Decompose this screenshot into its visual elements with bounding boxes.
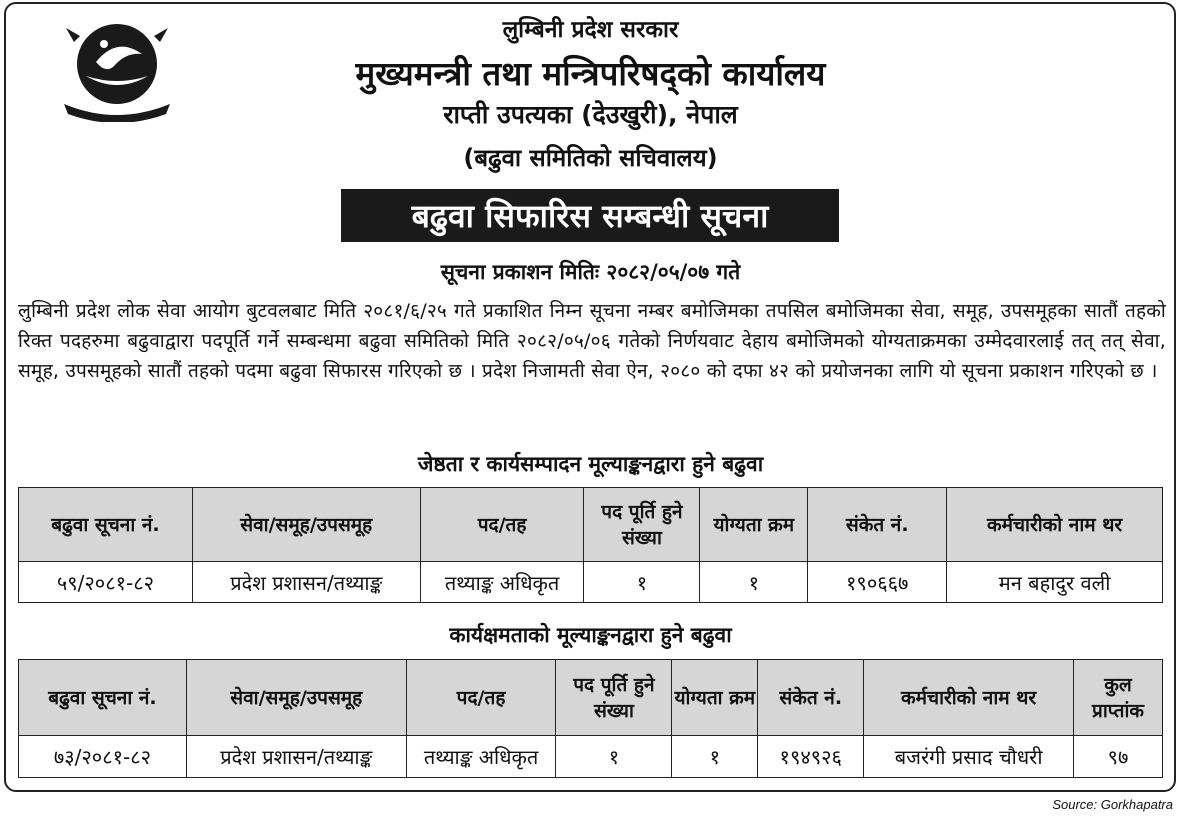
table-cell: १ (672, 736, 758, 778)
column-header: कर्मचारीको नाम थर (864, 660, 1074, 736)
government-name: लुम्बिनी प्रदेश सरकार (502, 17, 679, 43)
column-header: बढुवा सूचना नं. (19, 660, 187, 736)
column-header: योग्यता क्रम (672, 660, 758, 736)
column-header: पद पूर्ति हुने संख्या (556, 660, 672, 736)
table-cell: १९४९२६ (758, 736, 864, 778)
column-header: संकेत नं. (758, 660, 864, 736)
column-header: कर्मचारीको नाम थर (947, 488, 1163, 562)
performance-promotion-table (18, 659, 1163, 778)
office-name: मुख्यमन्त्री तथा मन्त्रिपरिषद्को कार्यालय (355, 54, 826, 93)
table-cell: तथ्याङ्क अधिकृत (420, 562, 584, 603)
table-cell: प्रदेश प्रशासन/तथ्याङ्क (192, 562, 420, 603)
notice-body: लुम्बिनी प्रदेश लोक सेवा आयोग बुटवलबाट मिति २०८१/६/२५ गते प्रकाशित निम्न सूचना नम्बर बमोजिमका तपसिल बमोजिमका सेवा, समूह, उपसमूहका सातौं तहको रिक्त पदहरुमा बढुवाद्वारा पदपूर्ति गर्ने सम्बन्धमा बढुवा समितिको मिति २०८२/०५/०६ गतेको निर्णयवाट देहाय बमोजिमको योग्यताक्रमका उम्मेदवारलाई तत् तत् सेवा, समूह, उपसमूहको सातौं तहको पदमा बढुवा सिफारस गरिएको छ । प्रदेश निजामती सेवा ऐन, २०८० को दफा ४२ को प्रयोजनका लागि यो सूचना प्रकाशन गरिएको छ । (18, 300, 1166, 382)
notice-title: बढुवा सिफारिस सम्बन्धी सूचना (341, 189, 839, 242)
table-header-row (19, 488, 1163, 562)
secretariat-name: (बढुवा समितिको सचिवालय) (463, 144, 718, 172)
table-cell: प्रदेश प्रशासन/तथ्याङ्क (186, 736, 406, 778)
table-row (19, 736, 1163, 778)
table-cell: ७३/२०८१-८२ (19, 736, 187, 778)
table-cell: १ (584, 562, 700, 603)
column-header: सेवा/समूह/उपसमूह (186, 660, 406, 736)
column-header: सेवा/समूह/उपसमूह (192, 488, 420, 562)
office-location: राप्ती उपत्यका (देउखुरी), नेपाल (443, 100, 738, 129)
seniority-promotion-table (18, 487, 1163, 603)
publish-date: सूचना प्रकाशन मितिः २०८२/०५/०७ गते (440, 260, 741, 284)
section1-title: जेष्ठता र कार्यसम्पादन मूल्याङ्कनद्वारा हुने बढुवा (417, 452, 764, 476)
table-cell: ९७ (1074, 736, 1163, 778)
table-cell: तथ्याङ्क अधिकृत (406, 736, 556, 778)
table-cell: ५९/२०८१-८२ (19, 562, 193, 603)
source-credit: Source: Gorkhapatra (1052, 797, 1173, 812)
column-header: योग्यता क्रम (700, 488, 808, 562)
table-cell: मन बहादुर वली (947, 562, 1163, 603)
column-header: संकेत नं. (808, 488, 947, 562)
column-header: पद/तह (420, 488, 584, 562)
column-header: कुल प्राप्तांक (1074, 660, 1163, 736)
table-cell: १ (556, 736, 672, 778)
column-header: पद पूर्ति हुने संख्या (584, 488, 700, 562)
table-cell: १९०६६७ (808, 562, 947, 603)
table-cell: बजरंगी प्रसाद चौधरी (864, 736, 1074, 778)
section2-title: कार्यक्षमताको मूल्याङ्कनद्वारा हुने बढुवा (449, 623, 732, 647)
column-header: पद/तह (406, 660, 556, 736)
table-header-row (19, 660, 1163, 736)
table-cell: १ (700, 562, 808, 603)
column-header: बढुवा सूचना नं. (19, 488, 193, 562)
table-row (19, 562, 1163, 603)
